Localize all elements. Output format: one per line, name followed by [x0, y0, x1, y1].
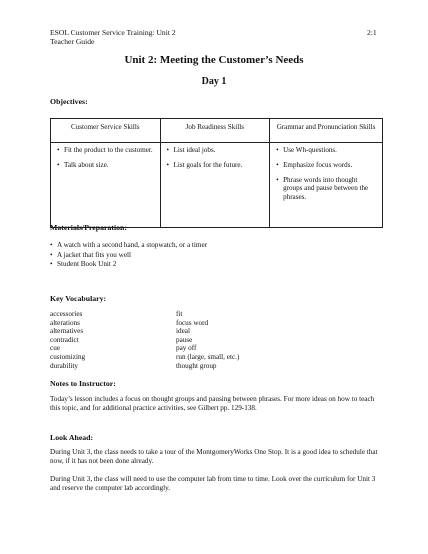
look-ahead-heading: Look Ahead: — [50, 433, 94, 442]
unit-title: Unit 2: Meeting the Customer’s Needs — [124, 54, 304, 66]
look-ahead-paragraph-2: During Unit 3, the class will need to use the computer lab from time to time. Look over the curriculum for Unit 3 and reserve the computer lab accordingly. — [50, 475, 376, 493]
list-item: thought group — [176, 361, 217, 370]
list-item: • Use Wh-questions. — [276, 146, 337, 154]
objectives-body-row — [51, 143, 383, 228]
list-item: • Phrase words into thought groups and pause between the phrases. — [276, 175, 369, 202]
objectives-heading: Objectives: — [50, 97, 88, 106]
header-page-number: 2:1 — [367, 28, 377, 37]
look-ahead-paragraph-1: During Unit 3, the class needs to take a tour of the MontgomeryWorks One Stop. It is a good idea to schedule that now, if it has not been done already. — [50, 448, 378, 466]
list-item: focus word — [176, 318, 209, 327]
list-item: alterations — [50, 318, 80, 327]
vocabulary-column-2 — [176, 310, 239, 370]
list-item: run (large, small, etc.) — [176, 352, 240, 361]
list-item: alternatives — [50, 327, 84, 336]
list-item: • A jacket that fits you well — [50, 250, 132, 259]
list-item: customizing — [50, 352, 86, 361]
customer-service-cell — [51, 143, 161, 228]
list-item: • Emphasize focus words. — [276, 160, 353, 169]
list-item: • Fit the product to the customer. — [57, 146, 153, 154]
objectives-header-row — [51, 119, 383, 143]
header-subtitle: Teacher Guide — [50, 37, 95, 46]
objectives-table — [50, 118, 383, 228]
list-item: pause — [176, 335, 193, 344]
notes-text: Today’s lesson includes a focus on thought groups and pausing between phrases. For more ideas on how to teach this topic, and for additional practice activities, see Gilbert pp. 129-138. — [50, 395, 375, 413]
header-title: ESOL Customer Service Training: Unit 2 — [50, 28, 176, 37]
materials-list — [50, 241, 207, 270]
list-item: contradict — [50, 335, 79, 344]
list-item: • List goals for the future. — [166, 160, 243, 169]
list-item: ideal — [176, 327, 190, 336]
list-item: • Student Book Unit 2 — [50, 260, 117, 269]
vocabulary-heading: Key Vocabulary: — [50, 294, 107, 303]
column-header-job-readiness: Job Readiness Skills — [160, 119, 270, 143]
column-header-customer-service: Customer Service Skills — [51, 119, 161, 143]
list-item: pay off — [176, 344, 197, 353]
list-item: • List ideal jobs. — [166, 146, 216, 154]
list-item: durability — [50, 361, 78, 370]
notes-heading: Notes to Instructor: — [50, 379, 116, 388]
list-item: accessories — [50, 310, 83, 318]
materials-heading: Materials/Preparation: — [50, 223, 127, 232]
vocabulary-column-1 — [50, 310, 85, 370]
list-item: cue — [50, 344, 60, 353]
grammar-cell — [270, 143, 383, 228]
list-item: fit — [176, 310, 183, 318]
list-item: • A watch with a second hand, a stopwatch, or a timer — [50, 241, 208, 249]
column-header-grammar: Grammar and Pronunciation Skills — [270, 119, 383, 143]
day-heading: Day 1 — [201, 76, 227, 87]
list-item: • Talk about size. — [57, 160, 109, 169]
job-readiness-cell — [160, 143, 270, 228]
